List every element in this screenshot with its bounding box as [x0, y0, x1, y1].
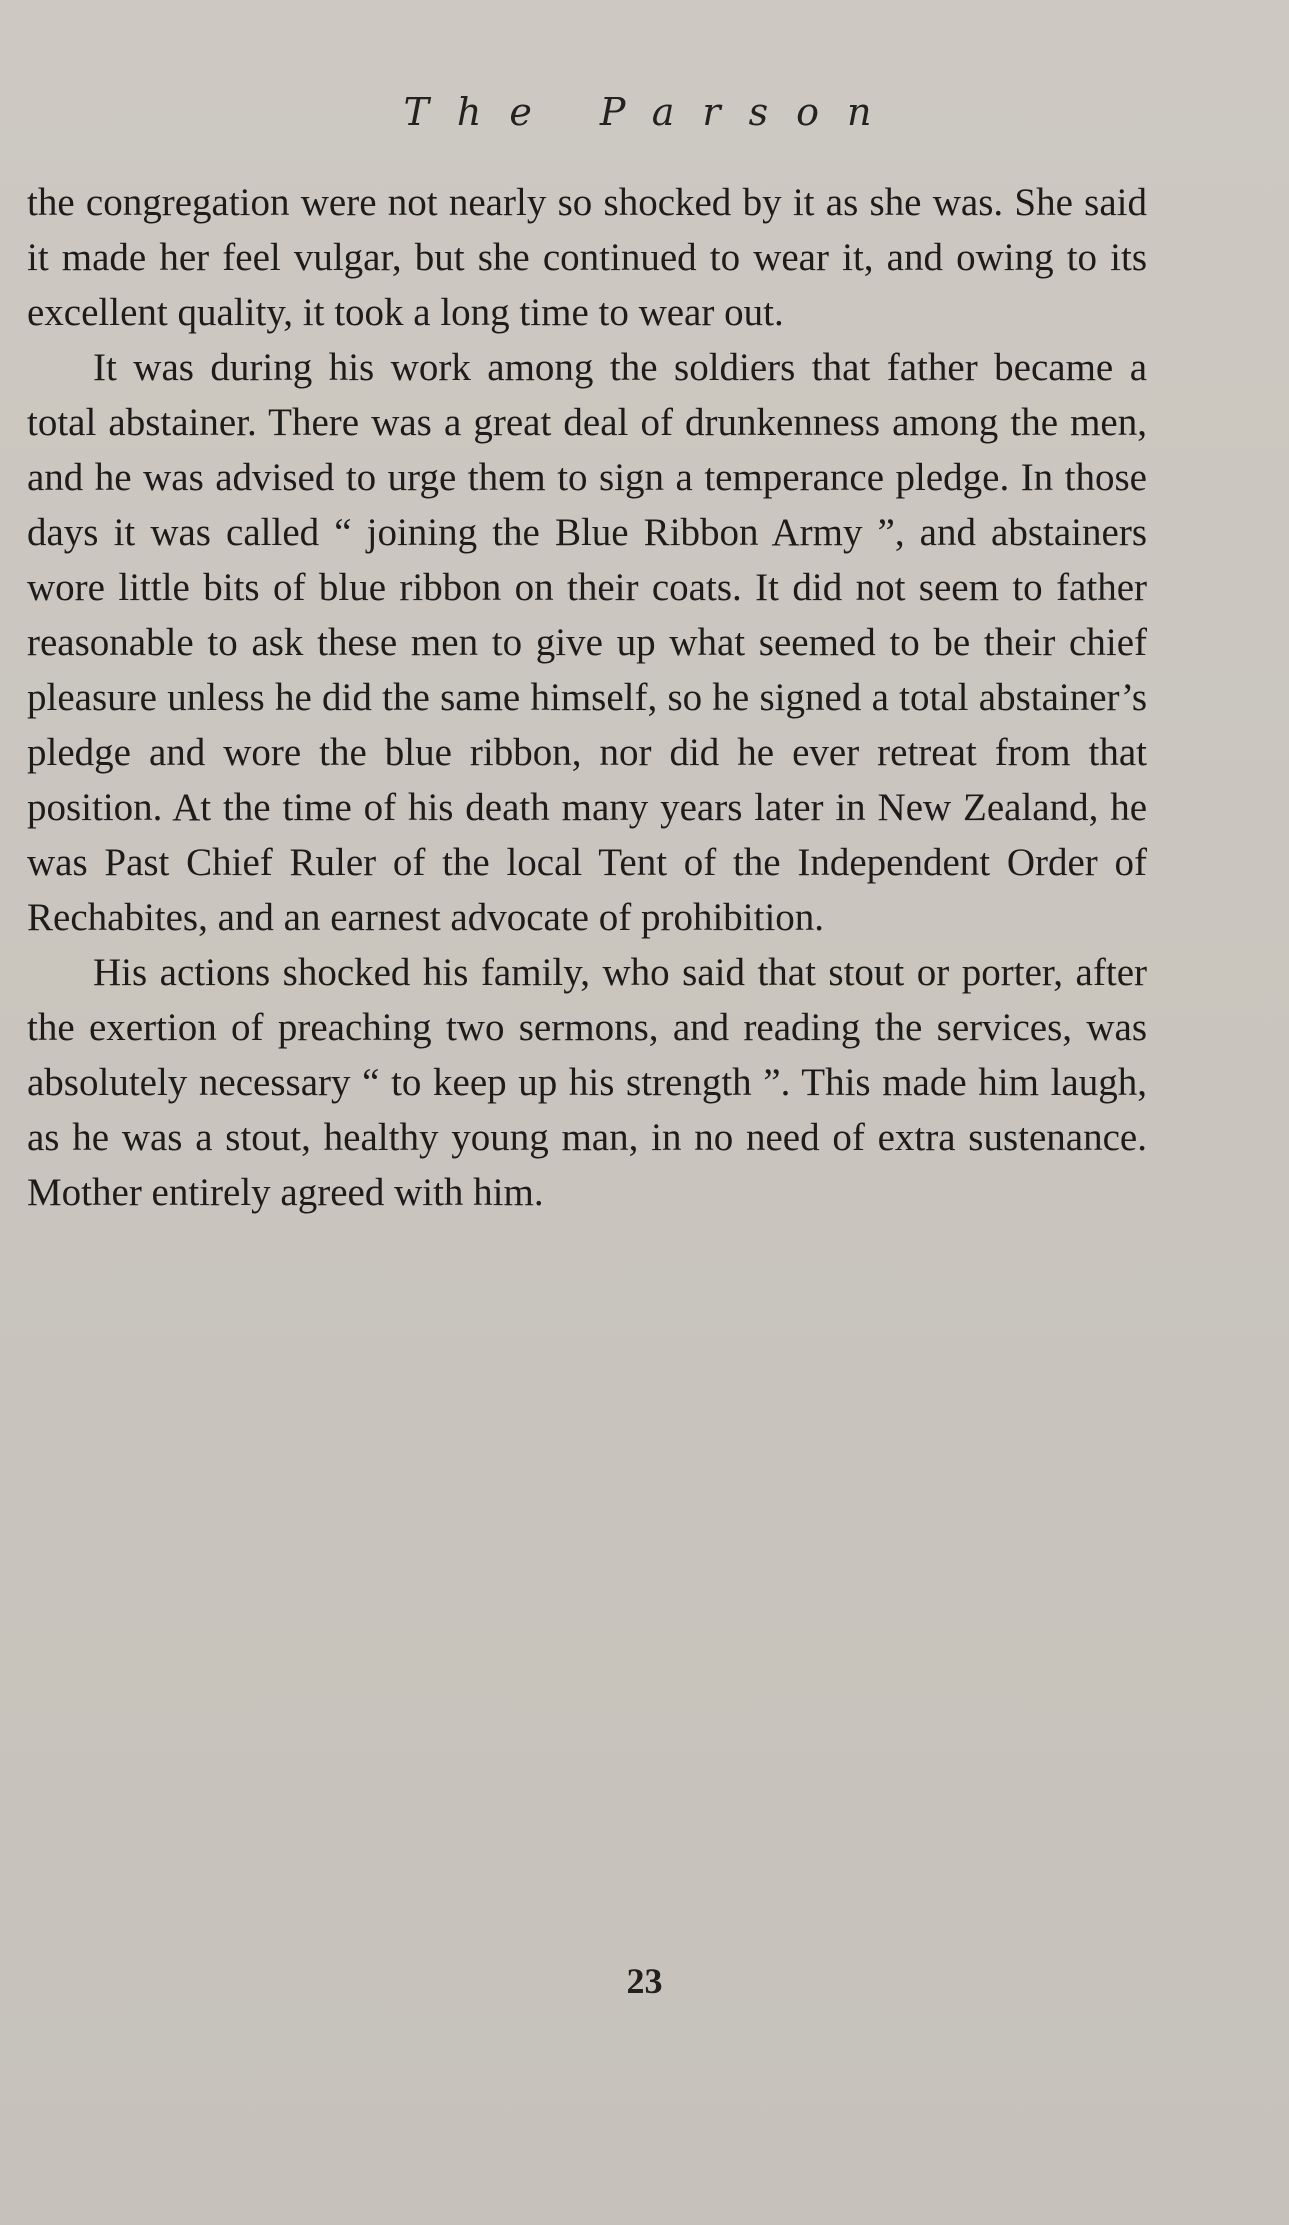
paragraph-continued: the congregation were not nearly so shocked by it as she was. She said it made her feel vulgar, but she continued to wear it, and owing to its excellent quality, it took a long time to wear out.	[27, 181, 1147, 334]
page-number: 23	[626, 1961, 663, 2001]
running-head-text: The Parson	[403, 90, 900, 134]
running-head	[0, 90, 1289, 134]
paragraph-family: His actions shocked his family, who said that stout or porter, after the exertion of preaching two sermons, and reading the services, was absolutely necessary “ to keep up his strength ”. This made him laugh, as he was a stout, healthy young man, in no need of extra sustenance. Mother entirely agreed with him.	[27, 951, 1147, 1214]
body-text	[27, 175, 1147, 1220]
paragraph-abstainer: It was during his work among the soldiers that father became a total abstainer. There was a great deal of drunkenness among the men, and he was advised to urge them to sign a temperance pledge. In those days it was called “ joining the Blue Ribbon Army ”, and abstainers wore little bits of blue ribbon on their coats. It did not seem to father reasonable to ask these men to give up what seemed to be their chief pleasure unless he did the same himself, so he signed a total abstainer’s pledge and wore the blue ribbon, nor did he ever retreat from that position. At the time of his death many years later in New Zealand, he was Past Chief Ruler of the local Tent of the Independent Order of Rechabites, and an earnest advocate of prohibition.	[27, 346, 1147, 939]
